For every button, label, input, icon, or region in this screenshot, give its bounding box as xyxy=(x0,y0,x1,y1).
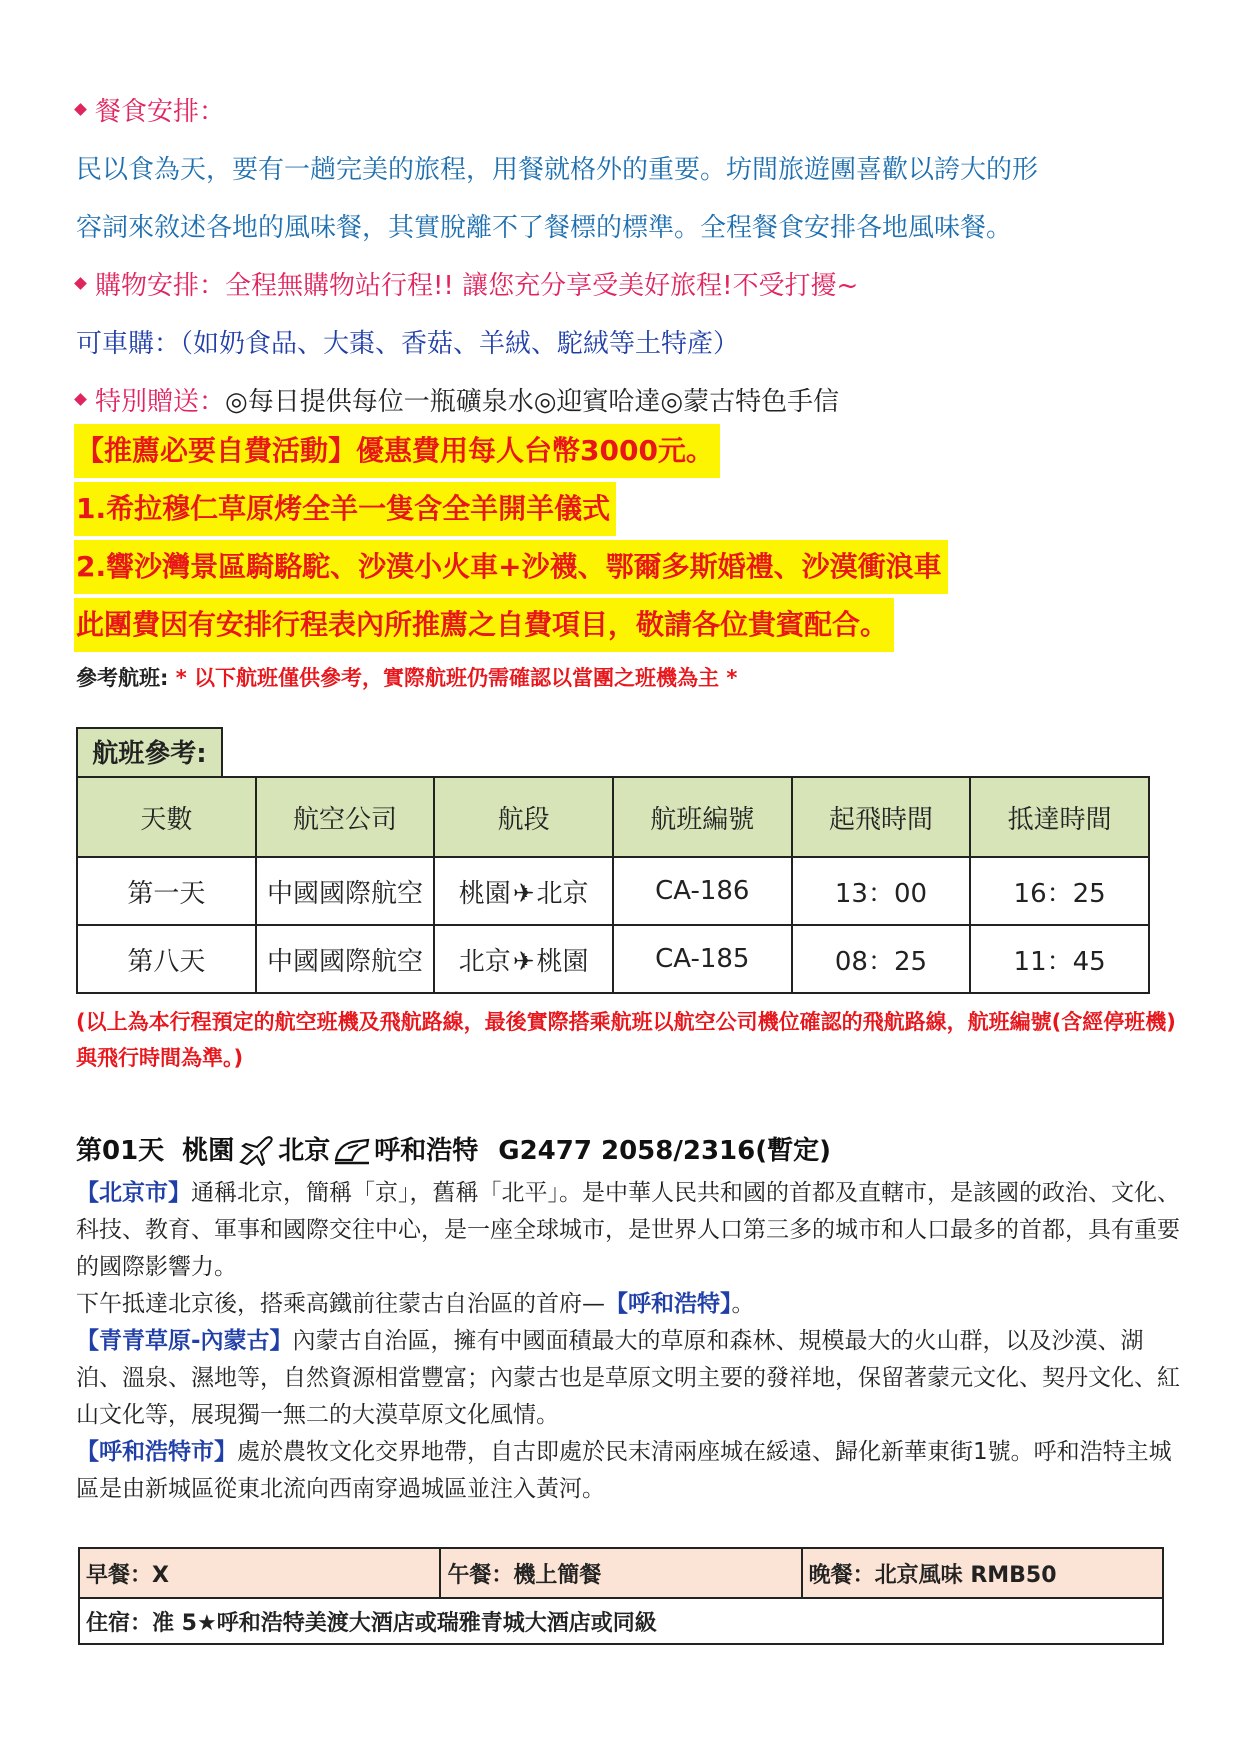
paragraph-beijing xyxy=(76,1175,1186,1286)
flight-table-header xyxy=(77,777,1149,857)
row-departure: 08：25 xyxy=(792,925,971,993)
tag-hohhot: 【呼和浩特】 xyxy=(605,1291,732,1317)
paragraph-hohhot-city xyxy=(76,1434,1186,1508)
text-arrival: 下午抵達北京後，搭乘高鐵前往蒙古自治區的首府— xyxy=(76,1291,605,1317)
row-airline: 中國國際航空 xyxy=(256,925,435,993)
text-beijing: 通稱北京，簡稱「京」，舊稱「北平」。是中華人民共和國的首都及直轄市，是該國的政治、文化、科技、教育、軍事和國際交往中心，是一座全球城市，是世界人口第三多的城市和人口最多的首都，具有重要的國際影響力。 xyxy=(76,1180,1180,1280)
row-flight-no: CA-186 xyxy=(613,857,792,925)
header-departure: 起飛時間 xyxy=(792,777,971,857)
row-arrival: 11：45 xyxy=(970,925,1149,993)
shopping-text: 購物安排：全程無購物站行程!! 讓您充分享受美好旅程!不受打擾~ xyxy=(95,271,859,301)
route-to: 北京 xyxy=(536,878,589,909)
tag-hohhot-city: 【呼和浩特市】 xyxy=(76,1439,237,1465)
optional-line-4: 此團費因有安排行程表內所推薦之自費項目，敬請各位貴賓配合。 xyxy=(74,598,894,652)
hotel-row xyxy=(79,1598,1163,1644)
diamond-bullet-icon xyxy=(74,277,87,290)
row-arrival: 16：25 xyxy=(970,857,1149,925)
paragraph-grassland xyxy=(76,1323,1186,1434)
airplane-icon xyxy=(238,1136,274,1166)
table-row xyxy=(77,925,1149,993)
optional-line-1: 【推薦必要自費活動】優惠費用每人台幣3000元。 xyxy=(74,424,720,478)
reference-line xyxy=(76,662,737,694)
hotel-cell: 住宿：准 5★呼和浩特美渡大酒店或瑞雅青城大酒店或同級 xyxy=(79,1598,1163,1644)
table-row xyxy=(77,857,1149,925)
flight-table-label: 航班參考: xyxy=(76,727,223,777)
flight-table xyxy=(76,776,1150,994)
day1-title xyxy=(76,1131,831,1171)
route-from: 北京 xyxy=(458,946,511,977)
breakfast-cell: 早餐：X xyxy=(79,1548,440,1598)
diamond-bullet-icon xyxy=(74,103,87,116)
day1-from: 桃園 xyxy=(182,1136,235,1166)
car-shopping-line: 可車購：（如奶食品、大棗、香菇、羊絨、駝絨等土特產） xyxy=(76,329,740,359)
train-icon xyxy=(334,1136,370,1166)
tag-beijing: 【北京市】 xyxy=(76,1180,191,1206)
paragraph-arrival xyxy=(76,1286,1186,1323)
day1-to: 呼和浩特 xyxy=(374,1136,479,1166)
gift-line xyxy=(76,382,839,422)
meals-table xyxy=(78,1547,1164,1645)
day-number: 第01天 xyxy=(76,1136,165,1166)
row-day: 第八天 xyxy=(77,925,256,993)
lunch-cell: 午餐：機上簡餐 xyxy=(440,1548,801,1598)
airplane-icon: ✈ xyxy=(512,946,535,977)
header-flight-no: 航班編號 xyxy=(613,777,792,857)
optional-line-2: 1.希拉穆仁草原烤全羊一隻含全羊開羊儀式 xyxy=(74,482,616,536)
header-day: 天數 xyxy=(77,777,256,857)
meals-line-2: 容詞來敘述各地的風味餐，其實脫離不了餐標的標準。全程餐食安排各地風味餐。 xyxy=(76,213,1013,243)
meals-row xyxy=(79,1548,1163,1598)
day1-via: 北京 xyxy=(278,1136,331,1166)
reference-text: * 以下航班僅供參考，實際航班仍需確認以當團之班機為主 * xyxy=(175,666,738,690)
gift-label: 特別贈送： xyxy=(95,387,226,417)
tag-grassland: 【青青草原-內蒙古】 xyxy=(76,1328,293,1354)
meals-line-1: 民以食為天，要有一趟完美的旅程，用餐就格外的重要。坊間旅遊團喜歡以誇大的形 xyxy=(76,155,1039,185)
row-route xyxy=(434,925,613,993)
shopping-line xyxy=(76,266,858,306)
text-grassland: 內蒙古自治區，擁有中國面積最大的草原和森林、規模最大的火山群，以及沙漠、湖泊、溫泉、濕地等，自然資源相當豐富；內蒙古也是草原文明主要的發祥地，保留著蒙元文化、契丹文化、紅山文化等，展現獨一無二的大漠草原文化風情。 xyxy=(76,1328,1180,1428)
reference-label: 參考航班: xyxy=(76,666,176,690)
text-hohhot-city: 處於農牧文化交界地帶，自古即處於民末清兩座城在綏遠、歸化新華東街1號。呼和浩特主城區是由新城區從東北流向西南穿過城區並注入黃河。 xyxy=(76,1439,1172,1502)
row-airline: 中國國際航空 xyxy=(256,857,435,925)
meals-heading xyxy=(76,92,225,132)
row-flight-no: CA-185 xyxy=(613,925,792,993)
header-airline: 航空公司 xyxy=(256,777,435,857)
day1-train: G2477 2058/2316(暫定) xyxy=(498,1136,831,1166)
optional-line-3: 2.響沙灣景區騎駱駝、沙漠小火車+沙襪、鄂爾多斯婚禮、沙漠衝浪車 xyxy=(74,540,948,594)
header-route: 航段 xyxy=(434,777,613,857)
row-route xyxy=(434,857,613,925)
header-arrival: 抵達時間 xyxy=(970,777,1149,857)
diamond-bullet-icon xyxy=(74,393,87,406)
airplane-icon: ✈ xyxy=(512,878,535,909)
meals-heading-text: 餐食安排： xyxy=(95,97,226,127)
route-from: 桃園 xyxy=(458,878,511,909)
route-to: 桃園 xyxy=(536,946,589,977)
flight-note: (以上為本行程預定的航空班機及飛航路線，最後實際搭乘航班以航空公司機位確認的飛航路線，航班編號(含經停班機)與飛行時間為準。) xyxy=(76,1010,1176,1070)
dinner-cell: 晚餐：北京風味 RMB50 xyxy=(802,1548,1163,1598)
row-departure: 13：00 xyxy=(792,857,971,925)
row-day: 第一天 xyxy=(77,857,256,925)
gift-text: ◎每日提供每位一瓶礦泉水◎迎賓哈達◎蒙古特色手信 xyxy=(225,387,840,417)
text-arrival-end: 。 xyxy=(731,1291,755,1317)
